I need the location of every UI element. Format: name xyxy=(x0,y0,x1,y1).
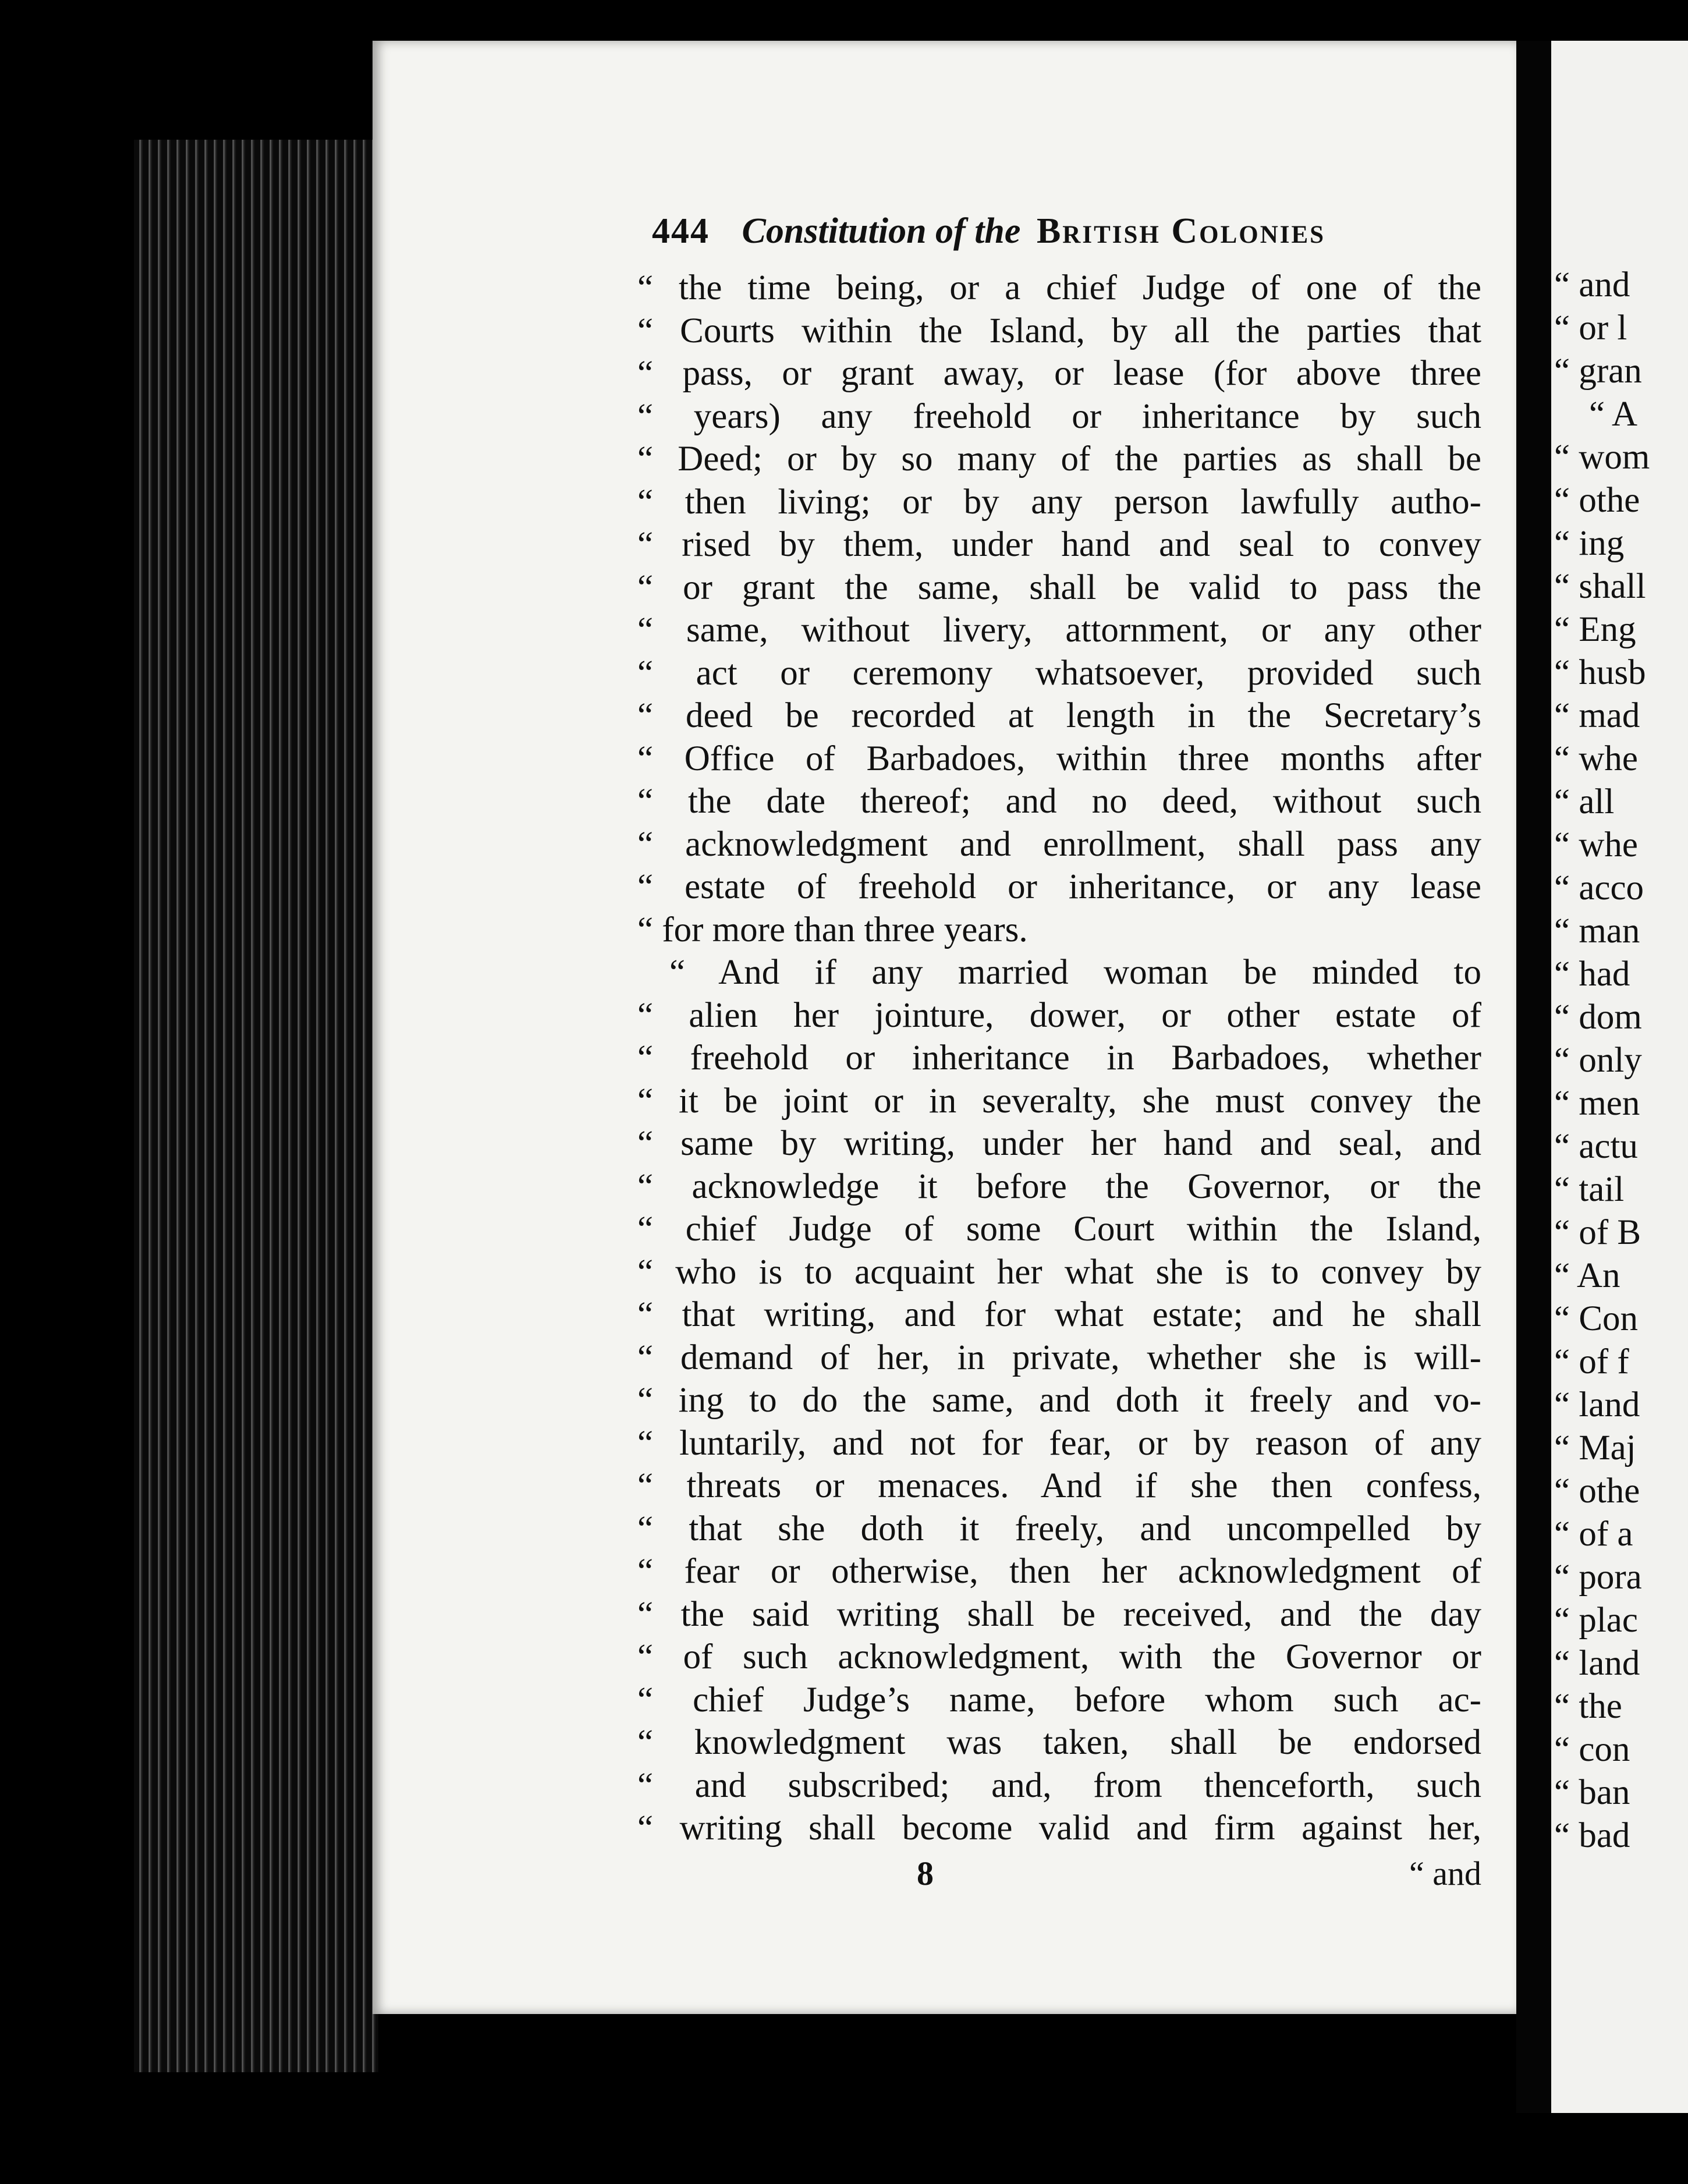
text-line: “ estate of freehold or inheritance, or any lease xyxy=(637,867,1481,906)
signature-mark: 8 xyxy=(917,1855,934,1892)
right-page-line: “ Eng xyxy=(1554,610,1636,649)
right-page-line: “ shall xyxy=(1554,567,1646,606)
text-line: “ Deed; or by so many of the parties as shall be xyxy=(637,439,1481,478)
text-line: “ chief Judge of some Court within the Island, xyxy=(637,1210,1481,1249)
right-page-line: “ all xyxy=(1554,782,1615,821)
text-line: “ luntarily, and not for fear, or by reason of any xyxy=(637,1423,1481,1463)
text-line: “ the said writing shall be received, and the day xyxy=(637,1594,1481,1634)
right-page-line: “ of a xyxy=(1554,1515,1633,1554)
text-line: “ for more than three years. xyxy=(637,910,1028,949)
text-line: “ act or ceremony whatsoever, provided such xyxy=(637,653,1481,693)
right-page-line: “ Maj xyxy=(1554,1428,1636,1467)
right-page-line: “ bad xyxy=(1554,1816,1630,1855)
right-page-line: “ wom xyxy=(1554,438,1650,477)
right-page-line: “ the xyxy=(1554,1687,1622,1726)
right-page-line: “ A xyxy=(1589,395,1638,434)
right-page-line: “ gran xyxy=(1554,352,1642,391)
right-page-line: “ othe xyxy=(1554,1472,1640,1511)
text-line: “ ing to do the same, and doth it freely and vo- xyxy=(637,1381,1481,1420)
right-page-line: “ othe xyxy=(1554,481,1640,520)
right-page-line: “ acco xyxy=(1554,868,1644,907)
text-line: “ the time being, or a chief Judge of one of the xyxy=(637,268,1481,307)
right-page-line: “ land xyxy=(1554,1385,1640,1424)
text-line: “ the date thereof; and no deed, without such xyxy=(637,782,1481,821)
right-page-line: “ whe xyxy=(1554,825,1638,864)
text-line: “ acknowledgment and enrollment, shall pass any xyxy=(637,824,1481,864)
text-line: “ of such acknowledgment, with the Governor or xyxy=(637,1637,1481,1676)
text-line: “ same by writing, under her hand and seal, and xyxy=(637,1124,1481,1163)
right-page-line: “ man xyxy=(1554,912,1640,951)
text-line: “ that writing, and for what estate; and he shall xyxy=(637,1295,1481,1334)
text-line: “ Courts within the Island, by all the parties that xyxy=(637,311,1481,350)
text-line: “ years) any freehold or inheritance by such xyxy=(637,396,1481,436)
right-page-line: “ ban xyxy=(1554,1773,1630,1812)
running-header xyxy=(652,211,1409,263)
text-line: “ deed be recorded at length in the Secretary’s xyxy=(637,696,1481,735)
right-page-line: “ men xyxy=(1554,1084,1640,1123)
page-number: 444 xyxy=(652,211,710,251)
right-page-line: “ pora xyxy=(1554,1558,1642,1597)
right-page-line: “ or l xyxy=(1554,309,1627,348)
right-page-line: “ dom xyxy=(1554,998,1642,1037)
text-line: “ or grant the same, shall be valid to pass the xyxy=(637,568,1481,607)
text-line: “ knowledgment was taken, shall be endorsed xyxy=(637,1723,1481,1762)
right-page-line: “ of B xyxy=(1554,1213,1641,1252)
right-page-line: “ land xyxy=(1554,1644,1640,1683)
text-line: “ then living; or by any person lawfully autho- xyxy=(637,482,1481,522)
right-page-line: “ con xyxy=(1554,1730,1630,1769)
running-title: Constitution of the xyxy=(742,211,1021,251)
right-page-line: “ actu xyxy=(1554,1127,1638,1166)
text-line: “ threats or menaces. And if she then confess, xyxy=(637,1466,1481,1505)
right-page-line: “ husb xyxy=(1554,653,1646,692)
text-line: “ who is to acquaint her what she is to convey by xyxy=(637,1252,1481,1292)
text-line: “ fear or otherwise, then her acknowledgment of xyxy=(637,1552,1481,1591)
text-line: “ alien her jointure, dower, or other estate of xyxy=(637,995,1481,1035)
right-page-line: “ of f xyxy=(1554,1342,1629,1381)
text-line: “ that she doth it freely, and uncompelled by xyxy=(637,1509,1481,1548)
right-page-line: “ only xyxy=(1554,1041,1642,1080)
right-page-line: “ Con xyxy=(1554,1299,1639,1338)
catchword: “ and xyxy=(1409,1855,1481,1892)
text-line: “ rised by them, under hand and seal to convey xyxy=(637,525,1481,564)
right-page-line: “ An xyxy=(1554,1256,1620,1295)
text-line: “ writing shall become valid and firm against her, xyxy=(637,1809,1481,1848)
body-text xyxy=(637,267,1481,1850)
text-line: “ acknowledge it before the Governor, or the xyxy=(637,1167,1481,1206)
right-page-line: “ plac xyxy=(1554,1601,1638,1640)
text-line: “ freehold or inheritance in Barbadoes, whether xyxy=(637,1038,1481,1077)
right-page-line: “ mad xyxy=(1554,696,1640,735)
right-page-line: “ ing xyxy=(1554,524,1625,563)
text-line: “ chief Judge’s name, before whom such ac- xyxy=(637,1680,1481,1719)
text-line: “ same, without livery, attornment, or any other xyxy=(637,611,1481,650)
text-line: “ it be joint or in severalty, she must convey the xyxy=(637,1081,1481,1121)
right-page-line: “ whe xyxy=(1554,739,1638,778)
running-title-caps: British Colonies xyxy=(1036,211,1326,251)
book-gutter xyxy=(1516,41,1551,2113)
page-footer xyxy=(637,1854,1481,1901)
text-line: “ demand of her, in private, whether she is will- xyxy=(637,1338,1481,1377)
paragraph-start-line: “ And if any married woman be minded to xyxy=(669,953,1481,992)
text-line: “ and subscribed; and, from thenceforth, such xyxy=(637,1765,1481,1805)
right-page-line: “ and xyxy=(1554,265,1630,304)
right-page-line: “ had xyxy=(1554,955,1630,994)
right-page-line: “ tail xyxy=(1554,1170,1625,1209)
book-page-edges xyxy=(134,140,378,2072)
text-line: “ pass, or grant away, or lease (for above three xyxy=(637,354,1481,393)
text-line: “ Office of Barbadoes, within three months after xyxy=(637,739,1481,778)
